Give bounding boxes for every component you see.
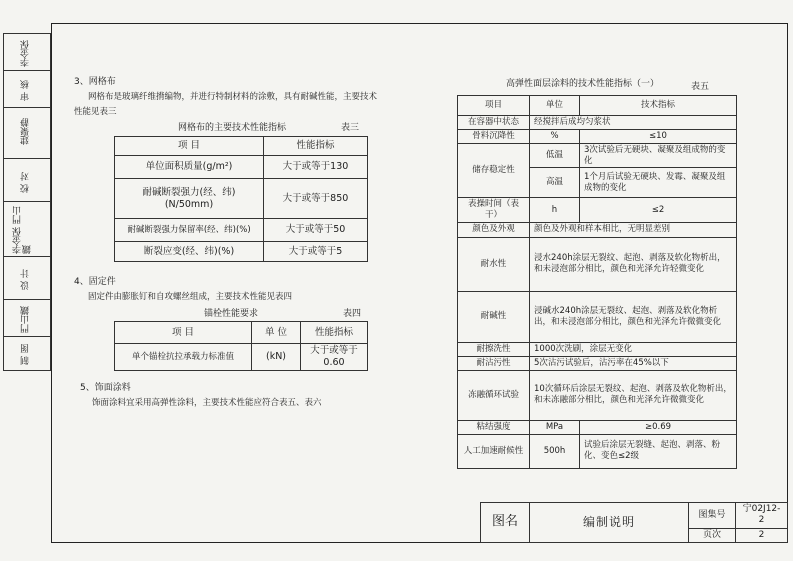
page-number: 2 (736, 528, 788, 542)
table4 (114, 321, 368, 371)
sidebar-cell (3, 107, 51, 159)
table4-header: 项 目 (115, 322, 252, 344)
table5-header: 技术指标 (580, 96, 737, 116)
table5-cell: 1000次洗刷，涂层无变化 (530, 342, 737, 356)
table3-tag: 表三 (341, 123, 360, 133)
table5-cell: 耐水性 (458, 237, 530, 291)
table4-cell: 大于或等于0.60 (301, 344, 368, 371)
section3-text-line1: 网格布是玻璃纤维揹编物，并进行特制材料的涂敷，具有耐碱性能，主要技术 (88, 92, 378, 102)
table4-caption: 锚栓性能要求 (204, 309, 259, 319)
table5-cell: 表操时间（表干） (458, 198, 530, 222)
table3-caption: 网格布的主要技术性能指标 (178, 123, 287, 133)
table5 (457, 95, 737, 469)
sidebar-cell (3, 201, 51, 257)
sidebar-text: 門山鐵 (21, 306, 31, 333)
drawing-title: 编制说明 (530, 503, 689, 543)
sidebar-cell (3, 256, 51, 300)
table3-cell: 大于或等于5 (264, 242, 368, 262)
table3-cell: 大于或等于50 (264, 219, 368, 242)
section5-heading: 5、饰面涂料 (80, 383, 131, 393)
sidebar-text: 李金保 門山鐵 (13, 206, 33, 254)
table3-header: 性能指标 (264, 137, 368, 156)
table3 (114, 136, 368, 262)
table3-header: 项 目 (115, 137, 264, 156)
table5-cell: 浸水240h涂层无裂纹、起泡、剥落及软化物析出，和未浸泡部分相比，颜色和光泽允许轻微变化 (530, 237, 737, 291)
table5-cell: 在容器中状态 (458, 116, 530, 130)
table5-cell: 高温 (530, 168, 580, 198)
table5-header: 单位 (530, 96, 580, 116)
table5-cell: 人工加速耐候性 (458, 434, 530, 468)
table4-cell: (kN) (252, 344, 301, 371)
table5-cell: 储存稳定性 (458, 144, 530, 198)
atlas-number: 宁02J12-2 (736, 503, 788, 529)
table5-cell: 耐碱性 (458, 291, 530, 342)
table5-cell: 颜色及外观 (458, 222, 530, 237)
section3-text-line2: 性能见表三 (74, 107, 117, 117)
table5-cell: ≤2 (580, 198, 737, 222)
table4-header: 性能指标 (301, 322, 368, 344)
table5-tag: 表五 (691, 82, 710, 92)
sidebar-cell (3, 299, 51, 337)
sidebar-text: 建聚静 (21, 118, 31, 145)
table3-cell: 大于或等于850 (264, 179, 368, 219)
table5-cell: 冻融循环试验 (458, 370, 530, 420)
section3-heading: 3、网格布 (74, 77, 116, 87)
table4-tag: 表四 (343, 309, 362, 319)
table5-header: 项目 (458, 96, 530, 116)
table4-header: 单 位 (252, 322, 301, 344)
sidebar-text: 李金保 (21, 40, 31, 67)
table5-cell: ≤10 (580, 130, 737, 144)
table5-cell: 浸碱水240h涂层无裂纹、起泡、剥落及软化物析出，和未浸泡部分相比，颜色和光泽允许微微变化 (530, 291, 737, 342)
table5-cell: 粘结强度 (458, 420, 530, 434)
table5-cell: 耐擦洗性 (458, 342, 530, 356)
sidebar-cell (3, 33, 51, 71)
table5-cell: 耐沾污性 (458, 356, 530, 370)
table5-cell: 骨料沉降性 (458, 130, 530, 144)
table4-cell: 单个锚栓抗拉承载力标准值 (115, 344, 252, 371)
sidebar-text: 制 图 (21, 344, 31, 365)
table5-cell: 5次沾污试验后，沾污率在45%以下 (530, 356, 737, 370)
table5-cell: 3次试验后无硬块、凝聚及组成物的变化 (580, 144, 737, 168)
table5-cell: ≥0.69 (580, 420, 737, 434)
table3-cell: 耐碱断裂强力(经、纬) (N/50mm) (115, 179, 264, 219)
signature-column (3, 33, 51, 371)
sidebar-cell (3, 336, 51, 371)
table5-cell: 颜色及外观和样本相比，无明显差别 (530, 222, 737, 237)
table5-cell: MPa (530, 420, 580, 434)
sidebar-cell (3, 158, 51, 202)
page-label: 页次 (689, 528, 736, 542)
sidebar-cell (3, 70, 51, 108)
table5-cell: 1个月后试验无硬块、发霉、凝聚及组成物的变化 (580, 168, 737, 198)
section4-heading: 4、固定件 (74, 277, 116, 287)
table5-cell: 500h (530, 434, 580, 468)
table5-cell: 10次循环后涂层无裂纹、起泡、剥落及软化物析出，和未冻融部分相比，颜色和光泽允许微微变化 (530, 370, 737, 420)
section5-text: 饰面涂料宜采用高弹性涂料，主要技术性能应符合表五、表六 (92, 398, 322, 408)
table5-cell: h (530, 198, 580, 222)
table5-cell: 经搅拌后成均匀浆状 (530, 116, 737, 130)
table3-cell: 耐碱断裂强力保留率(经、纬)(%) (115, 219, 264, 242)
table3-cell: 大于或等于130 (264, 156, 368, 179)
table5-cell: % (530, 130, 580, 144)
atlas-label: 图集号 (689, 503, 736, 529)
table5-cell: 试验后涂层无裂缝、起泡、剥落、粉化、变色≤2级 (580, 434, 737, 468)
table5-cell: 低温 (530, 144, 580, 168)
sidebar-text: 设 计 (21, 269, 31, 290)
sidebar-text: 校 对 (21, 172, 31, 193)
table5-caption: 高弹性面层涂料的技术性能指标（一） (506, 79, 660, 89)
section4-text: 固定件由膨胀钉和自攻螺丝组成，主要技术性能见表四 (88, 292, 293, 302)
sidebar-text: 审 核 (21, 80, 31, 101)
title-block (480, 502, 788, 543)
table3-cell: 断裂应变(经、纬)(%) (115, 242, 264, 262)
title-label: 图名 (481, 503, 530, 543)
table3-cell: 单位面积质量(g/m²) (115, 156, 264, 179)
